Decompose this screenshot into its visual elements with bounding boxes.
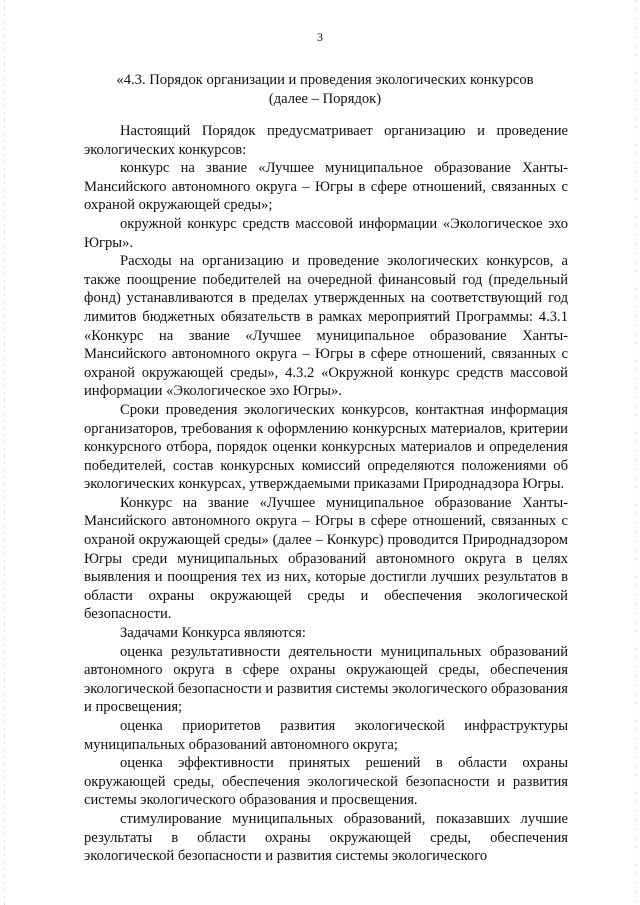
paragraph-contest-description: Конкурс на звание «Лучшее муниципальное образование Ханты-Мансийского автономного округа – Югры в сфере отношений, связанных с охраной окружающей среды» (далее – Конкурс) проводится Природнадзором Югры среди муниципальных образований автономного округа в целях выявления и поощрения тех из них, которые достигли лучших результатов в области охраны окружающей среды и обеспечения экологической безопасности. [84,494,568,623]
paragraph-contest-media: окружной конкурс средств массовой информации «Экологическое эхо Югры». [84,215,568,251]
section-title-line-1: «4.3. Порядок организации и проведения экологических конкурсов [116,72,534,88]
paragraph-contest-municipal: конкурс на звание «Лучшее муниципальное образование Ханты-Мансийского автономного округа – Югры в сфере отношений, связанных с охраной окружающей среды»; [84,160,568,214]
paragraph-task-performance: оценка результативности деятельности муниципальных образований автономного округа в сфере охраны окружающей среды, обеспечения экологической безопасности и развития системы экологического образования и просвещения; [84,643,568,716]
scan-edge-right [635,0,636,905]
paragraph-task-stimulation: стимулирование муниципальных образований, показавших лучшие результаты в области охраны окружающей среды, обеспечения экологической безопасности и развития системы экологического [84,810,568,865]
paragraph-intro: Настоящий Порядок предусматривает организацию и проведение экологических конкурсов: [84,123,568,158]
scan-edge-left [4,0,5,905]
page-number: 3 [317,30,323,44]
paragraph-terms: Сроки проведения экологических конкурсов, контактная информация организаторов, требования к оформлению конкурсных материалов, критерии конкурсного отбора, порядок оценки конкурсных материалов и определения победителей, состав конкурсных комиссий определяются положениями об экологических конкурсах, утверждаемыми приказами Природнадзора Югры. [84,401,568,493]
paragraph-task-efficiency: оценка эффективности принятых решений в области охраны окружающей среды, обеспечения экологической безопасности и развития системы экологического образования и просвещения. [84,755,568,809]
paragraph-expenses: Расходы на организацию и проведение экологических конкурсов, а также поощрение победителей на очередной финансовый год (предельный фонд) устанавливаются в пределах утвержденных на соответствующий год лимитов бюджетных обязательств в рамках мероприятий Программы: 4.3.1 «Конкурс на звание «Лучшее муниципальное образование Ханты-Мансийского автономного округа – Югры в сфере отношений, связанных с охраной окружающей среды», 4.3.2 «Окружной конкурс средств массовой информации «Экологическое эхо Югры». [84,253,568,400]
section-title [84,71,566,109]
paragraph-tasks-heading: Задачами Конкурса являются: [120,625,306,642]
paragraph-task-priorities: оценка приоритетов развития экологической инфраструктуры муниципальных образований автономного округа; [84,718,568,753]
document-body [84,122,568,866]
section-title-line-2: (далее – Порядок) [268,91,382,107]
